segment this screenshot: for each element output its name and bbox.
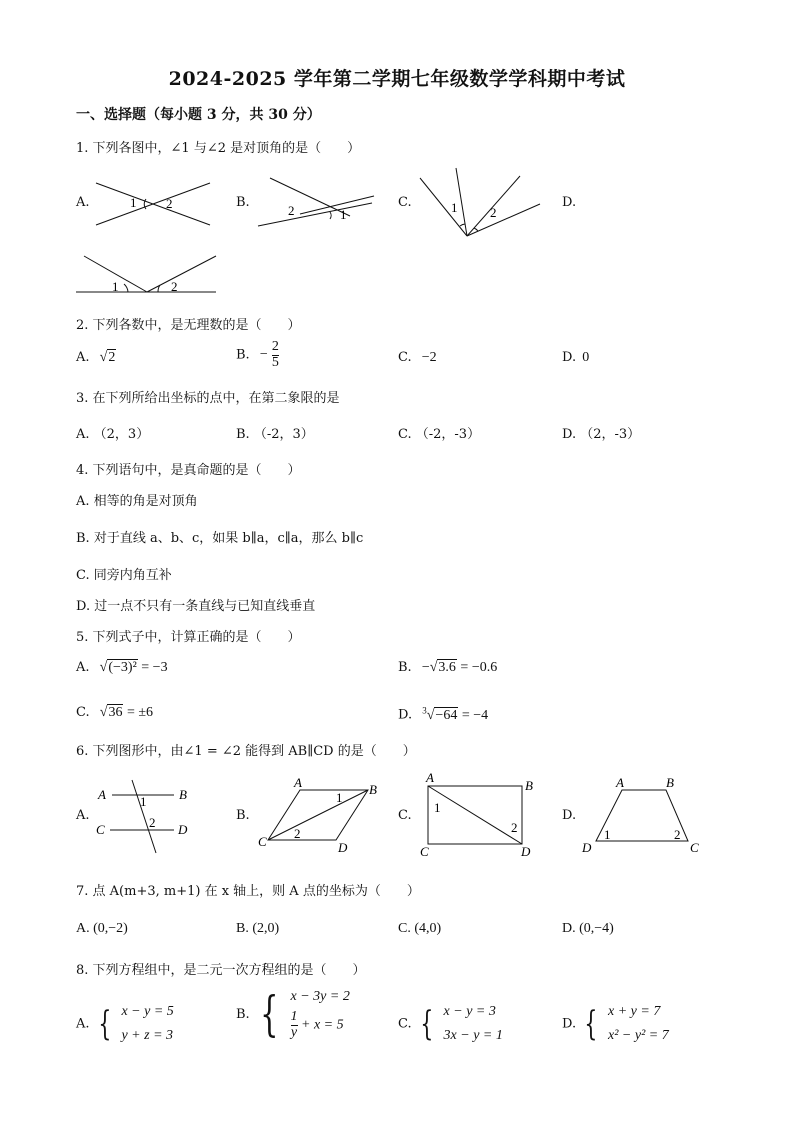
q6-c-angle-2: 2 [511,820,518,835]
q8-a-eq1: x − y = 5 [121,1004,174,1019]
q6-a-point-d: D [178,822,188,837]
q1-label-a: A. [76,195,90,210]
q6-d-point-a: A [616,775,624,790]
q1-a-angle-1: 1 [130,195,137,210]
q2-label-d: D. [562,350,577,365]
q5-b-result: = −0.6 [456,660,498,675]
q2-label-c: C. [398,350,412,365]
q2-d-value: 0 [582,350,590,365]
q6-d-point-c: C [690,840,699,855]
q6-label-c: C. [398,808,412,823]
q5-label-c: C. [76,705,90,720]
q5-d-radicand: −64 [435,707,458,723]
q5-a-result: = −3 [137,660,168,675]
q8-a-eq2: y + z = 3 [121,1027,174,1043]
q2-b-denominator: 5 [271,354,279,370]
q8-b-denominator: y [290,1024,298,1040]
q8-b-numerator: 1 [290,1009,298,1025]
q5-c-radicand: 36 [108,705,123,720]
q1-label-b: B. [236,195,250,210]
q1-b-angle-1: 1 [340,207,347,222]
q5-d-result: = −4 [458,707,489,723]
q6-d-point-b: B [666,775,674,790]
q6-label-a: A. [76,808,90,823]
q5-option-d: D. $^3$√−64 = −4 [398,705,489,723]
q4-option-c: C. 同旁内角互补 [76,568,172,583]
q8-option-d: D. { x + y = 7 x² − y² = 7 [562,1000,669,1048]
q6-b-point-b: B [369,782,377,797]
q6-c-angle-1: 1 [434,800,441,815]
q6-b-point-c: C [258,834,267,849]
q1-label-c: C. [398,195,412,210]
q2-b-sign: − [259,347,268,363]
q5-c-result: = ±6 [123,705,154,720]
q6-c-point-c: C [420,844,429,859]
q2-a-radicand: 2 [108,350,116,365]
q6-b-angle-2: 2 [294,826,301,841]
q4-option-d: D. 过一点不只有一条直线与已知直线垂直 [76,599,316,614]
q6-b-point-d: D [338,840,348,855]
q7-stem: 7. 点 A(m+3, m+1) 在 x 轴上，则 A 点的坐标为（ ） [76,884,420,899]
q5-d-index: 3 [422,705,427,715]
q2-stem: 2. 下列各数中，是无理数的是（ ） [76,318,301,333]
q8-b-eq1: x − 3y = 2 [290,989,350,1004]
q6-d-point-d: D [582,840,592,855]
q8-b-eq2: + x = 5 [301,1017,344,1033]
q8-option-a: A. { x − y = 5 y + z = 3 [76,1000,174,1048]
q5-option-c: C. √36 = ±6 [76,705,154,720]
q5-label-a: A. [76,660,90,675]
q2-c-value: −2 [421,350,437,365]
q3-option-a: A. （2，3） [76,427,150,442]
q1-b-angle-2: 2 [288,203,295,218]
q8-option-c: C. { x − y = 3 3x − y = 1 [398,1000,503,1048]
q8-label-a: A. [76,1016,90,1032]
q1-d-angle-2: 2 [171,279,178,294]
q8-c-eq1: x − y = 3 [443,1004,496,1019]
q1-label-d: D. [562,195,577,210]
q6-b-angle-1: 1 [336,790,343,805]
q8-label-c: C. [398,1016,412,1032]
q8-label-b: B. [236,1006,250,1022]
q6-a-point-a: A [98,787,106,802]
q5-a-radicand: (−3)² [108,660,137,675]
q4-option-b: B. 对于直线 a、b、c，如果 b∥a，c∥a，那么 b∥c [76,531,364,546]
q2-option-a: A. √2 [76,350,116,365]
q5-b-radicand: 3.6 [438,660,456,675]
q6-c-point-d: D [521,844,531,859]
q8-c-eq2: 3x − y = 1 [443,1027,503,1043]
q7-option-d: D. (0,−4) [562,921,614,936]
q5-option-a: A. √(−3)² = −3 [76,660,168,675]
q3-option-d: D. （2，-3） [562,427,641,442]
q1-c-angle-1: 1 [451,200,458,215]
q6-d-angle-2: 2 [674,827,681,842]
q5-stem: 5. 下列式子中，计算正确的是（ ） [76,630,301,645]
q4-option-a: A. 相等的角是对顶角 [76,494,198,509]
q8-d-eq2: x² − y² = 7 [608,1027,669,1043]
q4-stem: 4. 下列语句中，是真命题的是（ ） [76,463,301,478]
q3-stem: 3. 在下列所给出坐标的点中，在第二象限的是 [76,391,340,406]
q6-label-d: D. [562,808,577,823]
q6-a-angle-1: 1 [140,794,147,809]
q1-c-angle-2: 2 [490,205,497,220]
q8-label-d: D. [562,1016,577,1032]
q6-c-point-b: B [525,778,533,793]
q3-option-c: C. （-2，-3） [398,427,481,442]
q6-a-point-b: B [179,787,187,802]
q5-label-d: D. [398,707,413,723]
q8-stem: 8. 下列方程组中，是二元一次方程组的是（ ） [76,963,366,978]
q5-label-b: B. [398,660,412,675]
q6-b-point-a: A [294,775,302,790]
q6-label-b: B. [236,808,250,823]
q5-option-b: B. −√3.6 = −0.6 [398,660,498,675]
q1-d-angle-1: 1 [112,279,119,294]
q1-stem: 1. 下列各图中，∠1 与∠2 是对顶角的是（ ） [76,141,361,156]
q6-stem: 6. 下列图形中，由∠1 = ∠2 能得到 AB∥CD 的是（ ） [76,744,416,759]
q7-option-c: C. (4,0) [398,921,442,936]
q2-b-numerator: 2 [271,339,279,354]
q8-option-b: B. { x − 3y = 2 $\frac{1}{y}$ + x = 5 [236,986,350,1043]
q7-option-b: B. (2,0) [236,921,280,936]
q6-a-point-c: C [96,822,105,837]
q7-option-a: A. (0,−2) [76,921,128,936]
q8-d-eq1: x + y = 7 [608,1004,661,1019]
q2-label-b: B. [236,347,250,363]
q6-c-point-a: A [426,770,434,785]
q5-b-sign: − [421,660,430,675]
q6-a-angle-2: 2 [149,815,156,830]
q1-a-angle-2: 2 [166,196,173,211]
q6-d-angle-1: 1 [604,827,611,842]
section-heading: 一、选择题（每小题 3 分，共 30 分） [76,107,321,123]
exam-title: 2024-2025 学年第二学期七年级数学学科期中考试 [168,68,626,90]
q3-option-b: B. （-2，3） [236,427,314,442]
q2-label-a: A. [76,350,90,365]
